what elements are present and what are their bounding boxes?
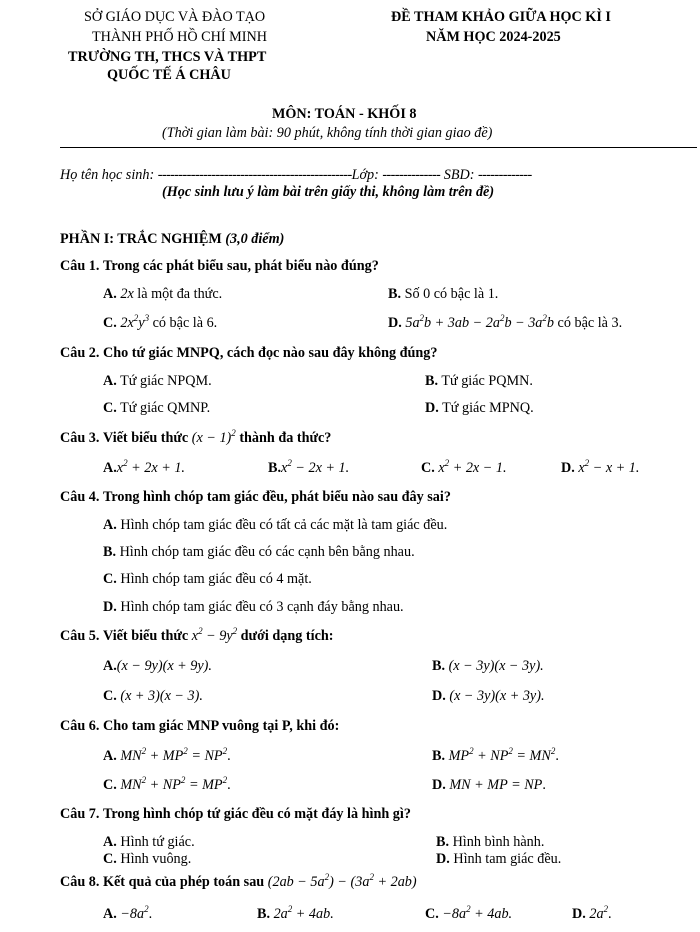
- q3-option-c: C. $x^2 + 2x - 1$.: [421, 458, 507, 476]
- name-blank: -----------------------------------------------: [157, 167, 352, 183]
- question-2: Câu 2. Cho tứ giác MNPQ, cách đọc nào sau đây không đúng?: [60, 345, 438, 361]
- student-note: (Học sinh lưu ý làm bài trên giấy thi, không làm trên đề): [162, 184, 495, 200]
- student-info-line: [60, 167, 532, 184]
- part1-points: (3,0 điểm): [225, 231, 285, 247]
- class-blank: --------------: [382, 167, 441, 183]
- q7-option-a: A. Hình tứ giác.: [103, 834, 195, 850]
- q1-option-d: D. $5a^2b + 3ab - 2a^2b - 3a^2b$ có bậc là 3.: [388, 313, 623, 331]
- q8-option-c: C. $-8a^2 + 4ab$.: [425, 904, 513, 922]
- class-label: Lớp:: [351, 167, 379, 183]
- q4-option-b: B. Hình chóp tam giác đều có các cạnh bên bằng nhau.: [103, 544, 415, 560]
- q4-option-c: C. Hình chóp tam giác đều có 4 mặt.: [103, 571, 312, 587]
- q7-option-c: C. Hình vuông.: [103, 851, 192, 867]
- q5-option-c: C. (x + 3)(x − 3).: [103, 688, 203, 704]
- q1-option-c: C. $2x^2y^3$ có bậc là 6.: [103, 313, 218, 331]
- q3-option-a: $A.x^2 + 2x + 1$.: [103, 458, 185, 476]
- q4-option-d: D. Hình chóp tam giác đều có 3 cạnh đáy bằng nhau.: [103, 599, 404, 615]
- q1-option-b: B. Số 0 có bậc là 1.: [388, 286, 499, 302]
- exam-title: ĐỀ THAM KHẢO GIỮA HỌC KÌ I: [391, 9, 611, 25]
- dept-line-1: SỞ GIÁO DỤC VÀ ĐÀO TẠO: [84, 9, 266, 25]
- question-text: Trong các phát biểu sau, phát biểu nào đúng?: [102, 258, 379, 274]
- q5-option-a: A.(x − 9y)(x + 9y).: [103, 658, 212, 674]
- question-label: Câu 1.: [60, 258, 100, 274]
- school-line-2: QUỐC TẾ Á CHÂU: [107, 67, 231, 83]
- q2-option-a: A. Tứ giác NPQM.: [103, 373, 212, 389]
- question-6: Câu 6. Cho tam giác MNP vuông tại P, khi đó:: [60, 718, 340, 734]
- q3-option-b: $B.x^2 - 2x + 1$.: [268, 458, 350, 476]
- q8-option-d: D. $2a^2$.: [572, 904, 612, 922]
- divider: [60, 147, 697, 148]
- q2-option-b: B. Tứ giác PQMN.: [425, 373, 533, 389]
- dept-line-2: THÀNH PHỐ HỒ CHÍ MINH: [92, 29, 267, 45]
- time-note: (Thời gian làm bài: 90 phút, không tính thời gian giao đề): [162, 125, 493, 141]
- q6-option-b: B. $MP^2 + NP^2 = MN^2$.: [432, 746, 559, 764]
- question-1: [60, 258, 379, 275]
- q5-option-d: D. (x − 3y)(x + 3y).: [432, 688, 545, 704]
- subject-title: MÔN: TOÁN - KHỐI 8: [272, 106, 417, 122]
- id-label: SBD:: [443, 167, 475, 183]
- q2-option-c: C. Tứ giác QMNP.: [103, 400, 211, 416]
- question-4: Câu 4. Trong hình chóp tam giác đều, phát biểu nào sau đây sai?: [60, 489, 451, 505]
- q1-option-a: A. 2x là một đa thức.: [103, 286, 223, 302]
- q2-option-d: D. Tứ giác MPNQ.: [425, 400, 534, 416]
- part1-heading: [60, 231, 284, 248]
- q8-option-a: A. $-8a^2$.: [103, 904, 153, 922]
- question-7: Câu 7. Trong hình chóp tứ giác đều có mặt đáy là hình gì?: [60, 806, 411, 822]
- part1-title: PHẦN I: TRẮC NGHIỆM: [60, 231, 222, 247]
- name-label: Họ tên học sinh:: [60, 167, 155, 183]
- question-5: Câu 5. Viết biểu thức $x^2 - 9y^2$ dưới dạng tích:: [60, 626, 334, 644]
- q7-option-d: D. Hình tam giác đều.: [436, 851, 562, 867]
- q8-option-b: B. $2a^2 + 4ab$.: [257, 904, 334, 922]
- question-8: Câu 8. Kết quả của phép toán sau $(2ab - 5a^2) - (3a^2 + 2ab)$: [60, 872, 417, 890]
- question-3: Câu 3. Viết biểu thức $(x - 1)^2$ thành đa thức?: [60, 428, 332, 446]
- q7-option-b: B. Hình bình hành.: [436, 834, 545, 850]
- q5-option-b: B. (x − 3y)(x − 3y).: [432, 658, 544, 674]
- q6-option-d: D. MN + MP = NP.: [432, 777, 546, 793]
- id-blank: -------------: [478, 167, 532, 183]
- q6-option-c: C. $MN^2 + NP^2 = MP^2$.: [103, 775, 231, 793]
- q3-option-d: D. $x^2 - x + 1$.: [561, 458, 640, 476]
- q6-option-a: A. $MN^2 + MP^2 = NP^2$.: [103, 746, 231, 764]
- q4-option-a: A. Hình chóp tam giác đều có tất cả các mặt là tam giác đều.: [103, 517, 448, 533]
- school-line-1: TRƯỜNG TH, THCS VÀ THPT: [68, 49, 267, 65]
- school-year: NĂM HỌC 2024-2025: [426, 29, 561, 45]
